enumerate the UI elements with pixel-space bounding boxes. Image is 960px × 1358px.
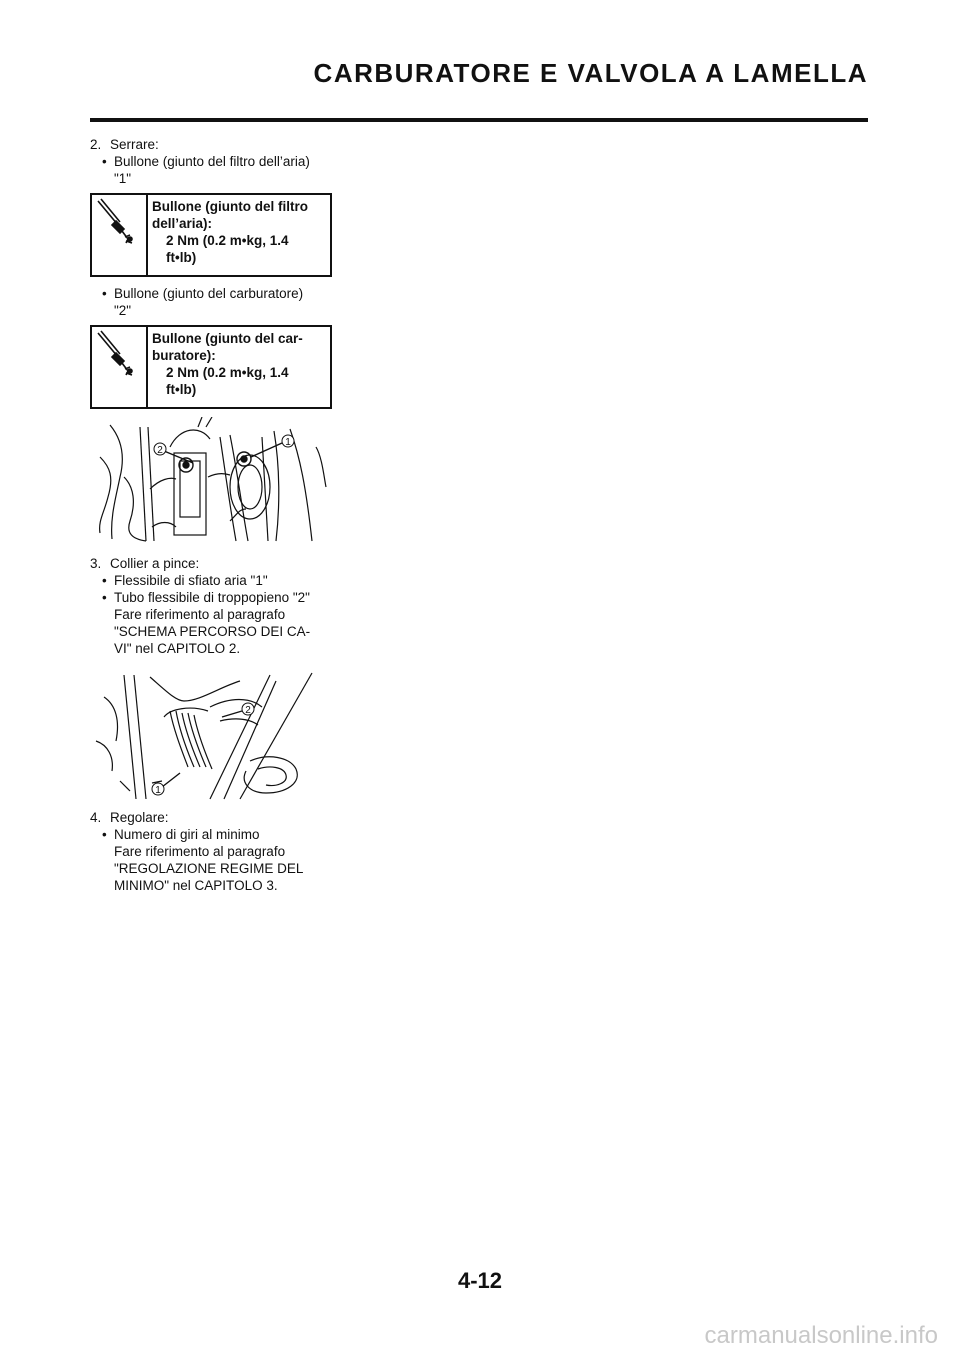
page-title: CARBURATORE E VALVOLA A LAMELLA — [313, 58, 868, 88]
step-number: 3. — [90, 556, 102, 571]
spec-value: ft•lb) — [166, 250, 197, 265]
callout-1 — [152, 783, 164, 796]
torque-spec-box-2 — [90, 325, 332, 409]
list-item-text: Tubo flessibile di troppopieno "2" — [114, 590, 310, 605]
torque-wrench-icon — [92, 327, 148, 407]
step-2 — [90, 136, 332, 153]
reference-line: "SCHEMA PERCORSO DEI CA- — [114, 624, 311, 639]
list-item-text: Bullone (giunto del carburatore) — [114, 286, 304, 301]
list-item — [90, 589, 332, 606]
svg-text:2: 2 — [245, 705, 251, 716]
page-number: 4-12 — [457, 1268, 503, 1293]
list-item — [90, 285, 332, 302]
torque-spec-box-1 — [90, 193, 332, 277]
reference-line: MINIMO" nel CAPITOLO 3. — [114, 878, 278, 893]
torque-spec-text — [148, 327, 307, 407]
svg-text:2: 2 — [157, 445, 163, 456]
svg-text:1: 1 — [155, 785, 161, 796]
list-item-ref: "2" — [114, 303, 132, 318]
header-rule — [90, 118, 868, 122]
step-label: Collier a pince: — [110, 556, 200, 571]
torque-spec-text — [148, 195, 312, 275]
hose-routing-illustration — [90, 671, 330, 801]
step-3 — [90, 555, 332, 572]
step-number: 2. — [90, 137, 102, 152]
step-label: Regolare: — [110, 810, 169, 825]
bullet-dot: • — [102, 590, 107, 605]
step-4 — [90, 809, 332, 826]
bullet-dot: • — [102, 573, 107, 588]
callout-1 — [282, 435, 294, 448]
spec-title: Bullone (giunto del car- — [152, 331, 303, 346]
bullet-dot: • — [102, 827, 107, 842]
bullet-dot: • — [102, 286, 107, 301]
reference-line: Fare riferimento al paragrafo — [114, 844, 286, 859]
step-label: Serrare: — [110, 137, 159, 152]
spec-value: 2 Nm (0.2 m•kg, 1.4 — [166, 233, 289, 248]
bullet-dot: • — [102, 154, 107, 169]
spec-value: ft•lb) — [166, 382, 197, 397]
list-item — [90, 826, 332, 843]
list-item-text: Numero di giri al minimo — [114, 827, 260, 842]
list-item-text: Bullone (giunto del filtro dell’aria) — [114, 154, 310, 169]
step-number: 4. — [90, 810, 102, 825]
list-item-text: Flessibile di sfiato aria "1" — [114, 573, 268, 588]
spec-value: 2 Nm (0.2 m•kg, 1.4 — [166, 365, 289, 380]
svg-text:1: 1 — [285, 437, 291, 448]
carburetor-joint-illustration — [90, 417, 330, 547]
reference-line: Fare riferimento al paragrafo — [114, 607, 286, 622]
spec-title: dell’aria): — [152, 216, 213, 231]
spec-title: buratore): — [152, 348, 216, 363]
reference-line: "REGOLAZIONE REGIME DEL — [114, 861, 304, 876]
callout-2 — [242, 703, 254, 716]
reference-line: VI" nel CAPITOLO 2. — [114, 641, 241, 656]
list-item-ref: "1" — [114, 171, 132, 186]
watermark: carmanualsonline.info — [704, 1322, 938, 1349]
list-item — [90, 572, 332, 589]
spec-title: Bullone (giunto del filtro — [152, 199, 308, 214]
torque-wrench-icon — [92, 195, 148, 275]
callout-2 — [154, 443, 166, 456]
content-column — [90, 136, 332, 894]
list-item — [90, 153, 332, 170]
